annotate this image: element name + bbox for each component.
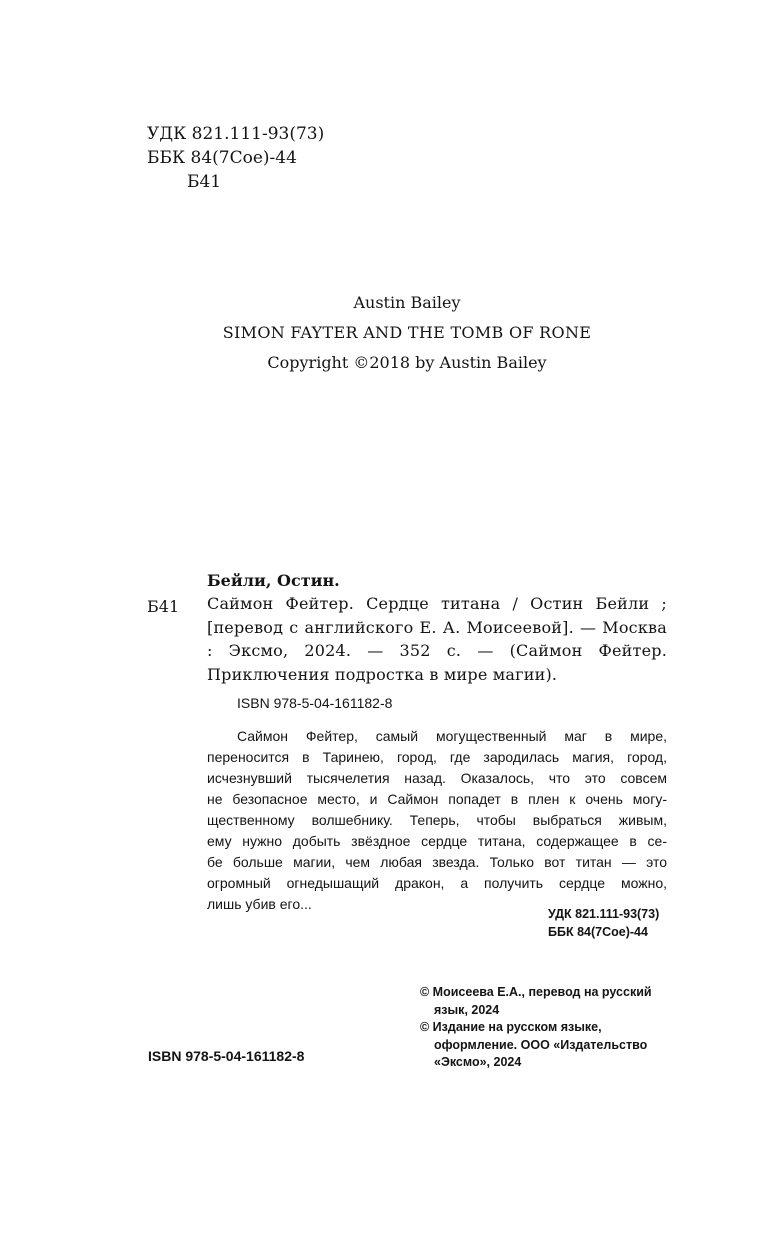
annotation-line: бе больше магии, чем любая звезда. Только вот титан — это xyxy=(207,854,667,870)
edition-copyright-cont: «Эксмо», 2024 xyxy=(434,1055,522,1069)
annotation-line: исчезнувший тысячелетия назад. Оказалось, что это совсем xyxy=(207,770,667,786)
catalog-bbk: ББК 84(7Сое)-44 xyxy=(548,925,648,939)
annotation-line: щественному волшебнику. Теперь, чтобы выбраться живым, xyxy=(207,812,667,828)
top-classification xyxy=(147,122,324,194)
catalog-author-heading: Бейли, Остин. xyxy=(207,571,340,590)
original-copyright: Copyright ©2018 by Austin Bailey xyxy=(267,353,547,372)
author-mark: Б41 xyxy=(187,172,222,192)
translation-copyright-cont: язык, 2024 xyxy=(434,1002,500,1017)
original-edition xyxy=(0,288,768,378)
copyright-notices xyxy=(420,984,685,1072)
original-author: Austin Bailey xyxy=(353,293,461,312)
annotation xyxy=(207,726,667,915)
catalog-udk: УДК 821.111-93(73) xyxy=(548,907,660,921)
annotation-line: ему нужно добыть звёздное сердце титана, содержащее в се- xyxy=(207,833,667,849)
annotation-line: огромный огнедышащий дракон, а получить сердце можно, xyxy=(207,875,667,891)
original-title: SIMON FAYTER AND THE TOMB OF RONE xyxy=(222,323,592,342)
catalog-code: Б41 xyxy=(147,597,180,616)
annotation-line: переносится в Таринею, город, где зародилась магия, город, xyxy=(207,749,667,765)
catalog-isbn: ISBN 978-5-04-161182-8 xyxy=(237,695,393,711)
catalog-classification xyxy=(548,905,659,941)
annotation-line: лишь убив его... xyxy=(207,896,312,912)
catalog-description: Саймон Фейтер. Сердце титана / Остин Бейли ; [перевод с английского Е. А. Моисеевой]. — Москва : Эксмо, 2024. — 352 с. — (Саймон Фейтер. Приключения подростка в мире магии). xyxy=(207,594,667,684)
translation-copyright: © Моисеева Е.А., перевод на русский xyxy=(420,985,652,999)
isbn: ISBN 978-5-04-161182-8 xyxy=(148,1048,305,1064)
udk-code: УДК 821.111-93(73) xyxy=(147,124,325,144)
annotation-line: Саймон Фейтер, самый могущественный маг в мире, xyxy=(237,728,667,744)
edition-copyright: © Издание на русском языке, xyxy=(420,1020,602,1034)
edition-copyright-cont: оформление. ООО «Издательство xyxy=(434,1037,648,1052)
annotation-line: не безопасное место, и Саймон попадет в плен к очень могу- xyxy=(207,791,667,807)
bbk-code: ББК 84(7Сое)-44 xyxy=(147,148,297,168)
